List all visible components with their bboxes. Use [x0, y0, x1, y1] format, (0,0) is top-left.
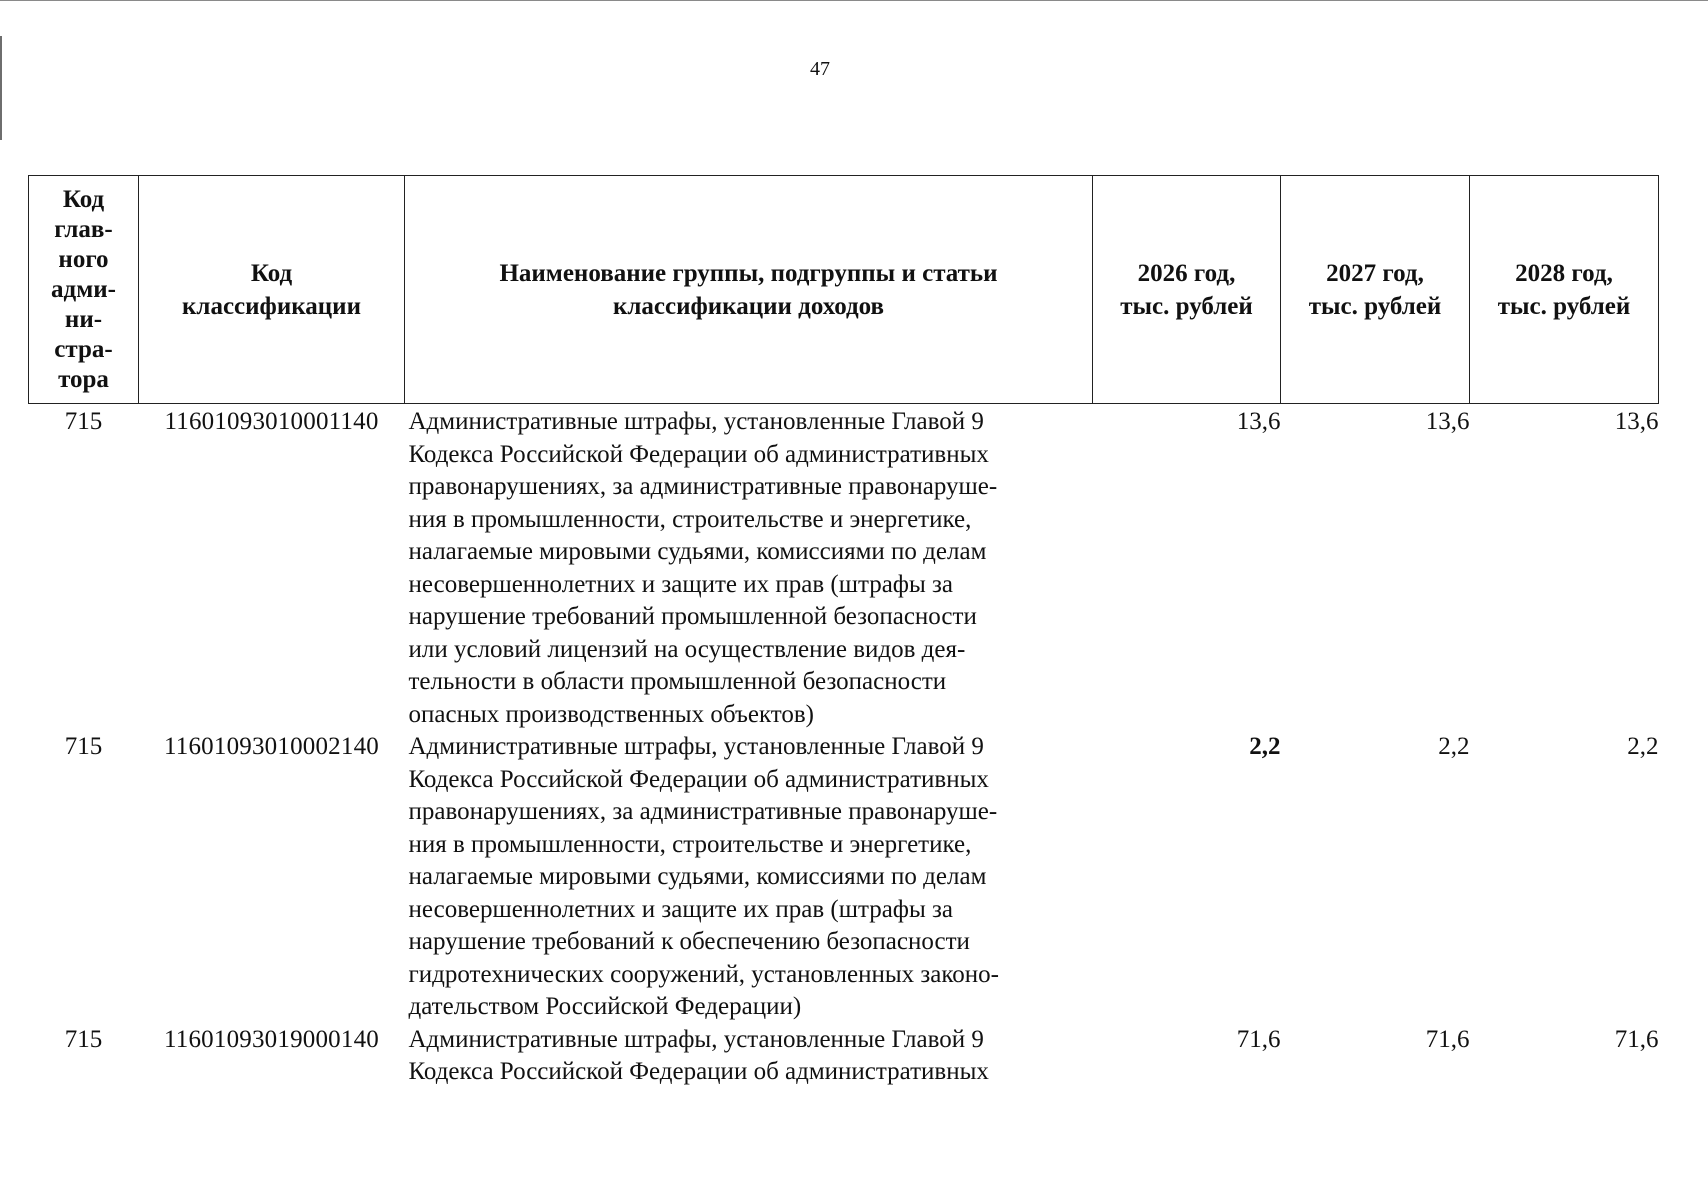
header-year-line: 2027 год,: [1326, 259, 1424, 287]
name-line: правонарушениях, за административные правонаруше-: [408, 473, 998, 500]
cell-value-2027: 13,6: [1425, 408, 1470, 435]
cell-name: [405, 731, 1093, 1024]
header-admin-line: тора: [58, 365, 109, 393]
name-line: налагаемые мировыми судьями, комиссиями по делам: [408, 538, 987, 565]
cell-classification-code: 11601093010001140: [164, 408, 379, 435]
cell-classification-code: 11601093019000140: [164, 1025, 379, 1053]
cell-admin-code: 715: [64, 408, 103, 435]
header-year-2026: [1093, 176, 1281, 404]
name-line: Административные штрафы, установленные Главой 9: [408, 733, 984, 760]
header-name: [405, 176, 1093, 404]
cell-value-2028: 71,6: [1614, 1025, 1659, 1053]
header-year-line: тыс. рублей: [1120, 292, 1253, 320]
name-line: Кодекса Российской Федерации об административных: [408, 1058, 989, 1085]
header-classification-code: [139, 176, 405, 404]
header-year-2028: [1470, 176, 1659, 404]
name-line: тельности в области промышленной безопасности: [408, 668, 947, 695]
revenue-classification-table: [28, 175, 1659, 1089]
table-header: [29, 176, 1659, 404]
name-line: Кодекса Российской Федерации об административных: [408, 765, 989, 793]
name-line: или условий лицензий на осуществление видов дея-: [408, 635, 966, 663]
header-admin-line: ного: [58, 245, 109, 273]
scan-edge-top: [0, 0, 1708, 3]
name-line: несовершеннолетних и защите их прав (штрафы за: [408, 895, 954, 923]
header-admin-line: глав-: [54, 215, 113, 243]
name-line: налагаемые мировыми судьями, комиссиями по делам: [408, 863, 987, 890]
page-number: 47: [810, 58, 830, 80]
header-year-line: тыс. рублей: [1497, 292, 1631, 320]
name-line: нарушение требований промышленной безопасности: [408, 603, 977, 630]
header-admin-line: Код: [62, 185, 105, 213]
name-line: Кодекса Российской Федерации об административных: [408, 440, 989, 468]
name-line: несовершеннолетних и защите их прав (штрафы за: [408, 570, 954, 598]
header-admin-line: стра-: [54, 335, 113, 363]
name-line: нарушение требований к обеспечению безопасности: [408, 928, 970, 955]
name-line: дательством Российской Федерации): [408, 993, 802, 1020]
header-name-line: Наименование группы, подгруппы и статьи: [499, 259, 998, 287]
cell-value-2026: 71,6: [1236, 1025, 1281, 1053]
name-line: гидротехнических сооружений, установленных законо-: [408, 960, 999, 988]
table-row: [29, 404, 1659, 732]
name-line: Административные штрафы, установленные Главой 9: [408, 408, 984, 435]
cell-value-2027: 2,2: [1438, 733, 1470, 760]
cell-name: [405, 1024, 1093, 1089]
header-admin-line: ни-: [64, 305, 103, 333]
revenue-table-container: [28, 175, 1658, 1089]
header-code-line: Код: [250, 259, 293, 287]
cell-value-2027: 71,6: [1425, 1025, 1470, 1053]
name-line: правонарушениях, за административные правонаруше-: [408, 798, 998, 825]
table-row: [29, 1024, 1659, 1089]
cell-admin-code: 715: [64, 733, 103, 760]
header-year-2027: [1281, 176, 1470, 404]
scan-edge-left: [0, 36, 2, 140]
cell-admin-code: 715: [64, 1025, 103, 1053]
name-line: Административные штрафы, установленные Главой 9: [408, 1025, 984, 1053]
header-admin-line: адми-: [51, 275, 116, 303]
cell-name: [405, 404, 1093, 732]
header-year-line: тыс. рублей: [1308, 292, 1442, 320]
header-row: [29, 176, 1659, 404]
cell-value-2028: 13,6: [1614, 408, 1659, 435]
cell-value-2028: 2,2: [1627, 733, 1659, 760]
name-line: ния в промышленности, строительстве и энергетике,: [408, 830, 972, 858]
name-line: ния в промышленности, строительстве и энергетике,: [408, 505, 972, 533]
cell-value-2026: 2,2: [1249, 733, 1281, 760]
name-line: опасных производственных объектов): [408, 700, 815, 728]
header-code-line: классификации: [182, 292, 361, 320]
cell-classification-code: 11601093010002140: [164, 733, 379, 760]
header-year-line: 2026 год,: [1137, 259, 1236, 287]
header-name-line: классификации доходов: [612, 292, 885, 320]
header-admin-code: [29, 176, 139, 404]
table-row: [29, 731, 1659, 1024]
table-body: [29, 404, 1659, 1089]
header-year-line: 2028 год,: [1515, 259, 1613, 287]
cell-value-2026: 13,6: [1236, 408, 1281, 435]
